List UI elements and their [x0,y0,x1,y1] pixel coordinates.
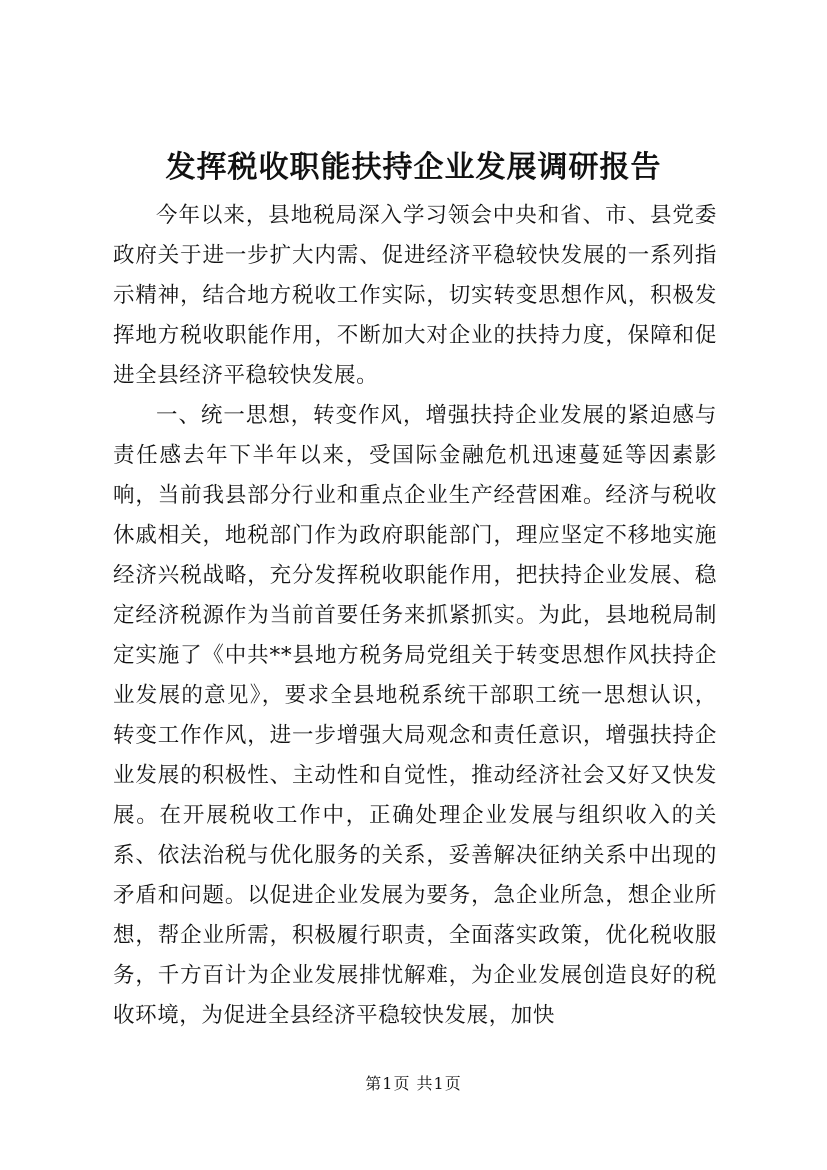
document-body [113,196,717,1036]
page-number-footer: 第1页 共1页 [365,1074,462,1093]
document-title: 发挥税收职能扶持企业发展调研报告 [165,150,662,185]
paragraph-intro: 今年以来，县地税局深入学习领会中央和省、市、县党委政府关于进一步扩大内需、促进经济平稳较快发展的一系列指示精神，结合地方税收工作实际，切实转变思想作风，积极发挥地方税收职能作用，不断加大对企业的扶持力度，保障和促进全县经济平稳较快发展。 [113,203,717,388]
paragraph-section-one: 一、统一思想，转变作风，增强扶持企业发展的紧迫感与责任感去年下半年以来，受国际金融危机迅速蔓延等因素影响，当前我县部分行业和重点企业生产经营困难。经济与税收休戚相关，地税部门作为政府职能部门，理应坚定不移地实施经济兴税战略，充分发挥税收职能作用，把扶持企业发展、稳定经济税源作为当前首要任务来抓紧抓实。为此，县地税局制定实施了《中共**县地方税务局党组关于转变思想作风扶持企业发展的意见》，要求全县地税系统干部职工统一思想认识，转变工作作风，进一步增强大局观念和责任意识，增强扶持企业发展的积极性、主动性和自觉性，推动经济社会又好又快发展。在开展税收工作中，正确处理企业发展与组织收入的关系、依法治税与优化服务的关系，妥善解决征纳关系中出现的矛盾和问题。以促进企业发展为要务，急企业所急，想企业所想，帮企业所需，积极履行职责，全面落实政策，优化税收服务，千方百计为企业发展排忧解难，为企业发展创造良好的税收环境，为促进全县经济平稳较快发展，加快 [113,403,717,1028]
